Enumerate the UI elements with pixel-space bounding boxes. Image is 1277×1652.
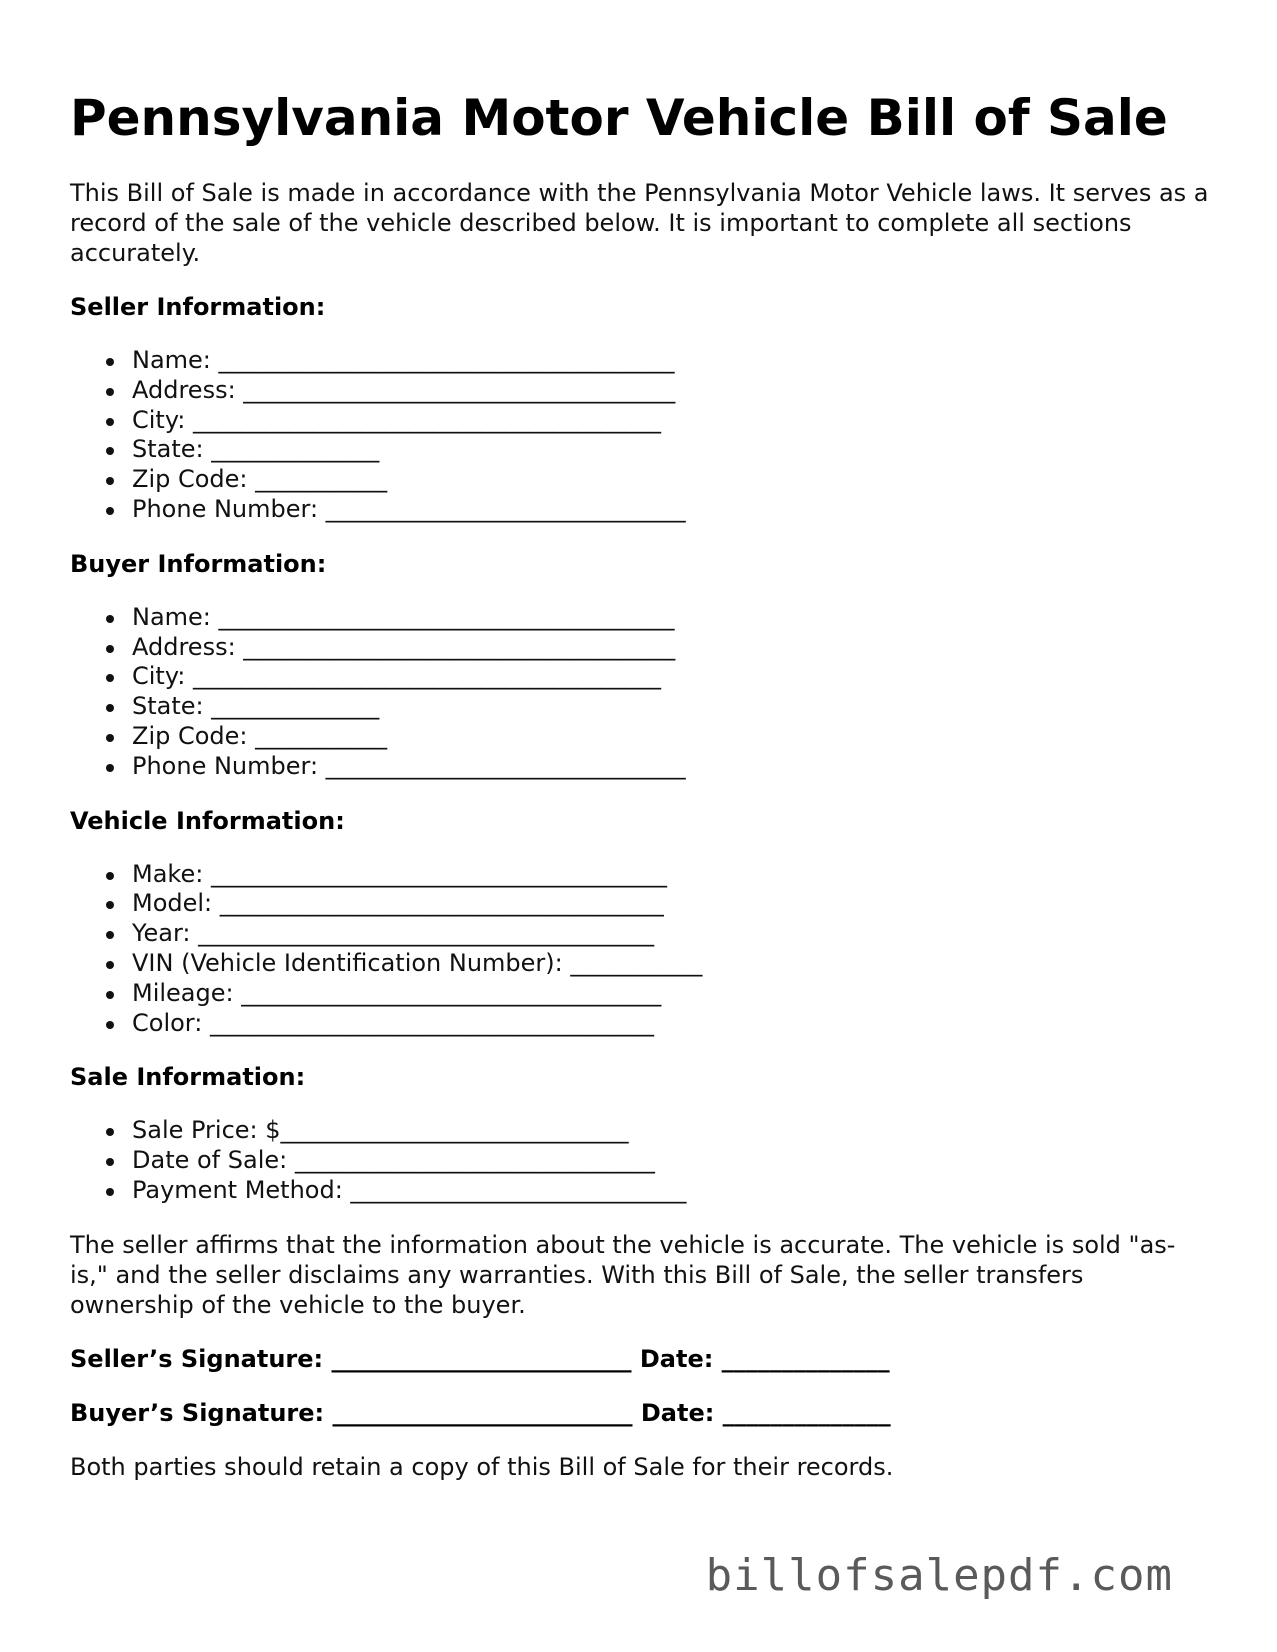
- buyer-address-field[interactable]: Address: ____________________________________: [132, 633, 1210, 663]
- seller-name-field[interactable]: Name: ______________________________________: [132, 346, 1210, 376]
- document-page: [70, 86, 1210, 1482]
- vehicle-field-list: [70, 860, 1210, 1039]
- vehicle-heading: Vehicle Information:: [70, 806, 345, 835]
- vehicle-year-field[interactable]: Year: ______________________________________: [132, 919, 1210, 949]
- vehicle-color-field[interactable]: Color: _____________________________________: [132, 1009, 1210, 1039]
- intro-paragraph: This Bill of Sale is made in accordance with the Pennsylvania Motor Vehicle laws. It serves as a record of the sale of the vehicle described below. It is important to complete all sections accurately.: [70, 179, 1209, 267]
- sale-price-field[interactable]: Sale Price: $_____________________________: [132, 1116, 1210, 1146]
- buyer-section: [70, 549, 1210, 782]
- buyer-name-field[interactable]: Name: ______________________________________: [132, 603, 1210, 633]
- page-title: Pennsylvania Motor Vehicle Bill of Sale: [70, 89, 1168, 147]
- sale-field-list: [70, 1116, 1210, 1205]
- vehicle-section: [70, 806, 1210, 1039]
- sale-heading: Sale Information:: [70, 1063, 306, 1092]
- seller-city-field[interactable]: City: _______________________________________: [132, 406, 1210, 436]
- payment-method-field[interactable]: Payment Method: ____________________________: [132, 1176, 1210, 1206]
- sale-section: [70, 1062, 1210, 1205]
- buyer-city-field[interactable]: City: _______________________________________: [132, 662, 1210, 692]
- buyer-field-list: [70, 603, 1210, 782]
- seller-phone-field[interactable]: Phone Number: ______________________________: [132, 495, 1210, 525]
- sale-date-field[interactable]: Date of Sale: ______________________________: [132, 1146, 1210, 1176]
- seller-section: [70, 292, 1210, 525]
- seller-heading: Seller Information:: [70, 293, 326, 321]
- vehicle-make-field[interactable]: Make: ______________________________________: [132, 860, 1210, 890]
- affirmation-paragraph: The seller affirms that the information about the vehicle is accurate. The vehicle is sold "as-is," and the seller disclaims any warranties. With this Bill of Sale, the seller transfers ownership of the vehicle to the buyer.: [70, 1230, 1176, 1319]
- vehicle-model-field[interactable]: Model: _____________________________________: [132, 889, 1210, 919]
- buyer-phone-field[interactable]: Phone Number: ______________________________: [132, 752, 1210, 782]
- buyer-state-field[interactable]: State: ______________: [132, 692, 1210, 722]
- buyer-zip-field[interactable]: Zip Code: ___________: [132, 722, 1210, 752]
- buyer-heading: Buyer Information:: [70, 549, 327, 578]
- seller-address-field[interactable]: Address: ____________________________________: [132, 376, 1210, 406]
- watermark-logo: billofsalepdf.com: [705, 1550, 1173, 1601]
- vehicle-vin-field[interactable]: VIN (Vehicle Identification Number): ___________: [132, 949, 1210, 979]
- closing-note: Both parties should retain a copy of this Bill of Sale for their records.: [70, 1452, 894, 1481]
- vehicle-mileage-field[interactable]: Mileage: ___________________________________: [132, 979, 1210, 1009]
- buyer-signature-line[interactable]: Buyer’s Signature: _________________________ Date: ______________: [70, 1398, 891, 1427]
- seller-zip-field[interactable]: Zip Code: ___________: [132, 465, 1210, 495]
- seller-state-field[interactable]: State: ______________: [132, 435, 1210, 465]
- seller-signature-line[interactable]: Seller’s Signature: _________________________ Date: ______________: [70, 1344, 890, 1373]
- seller-field-list: [70, 346, 1210, 525]
